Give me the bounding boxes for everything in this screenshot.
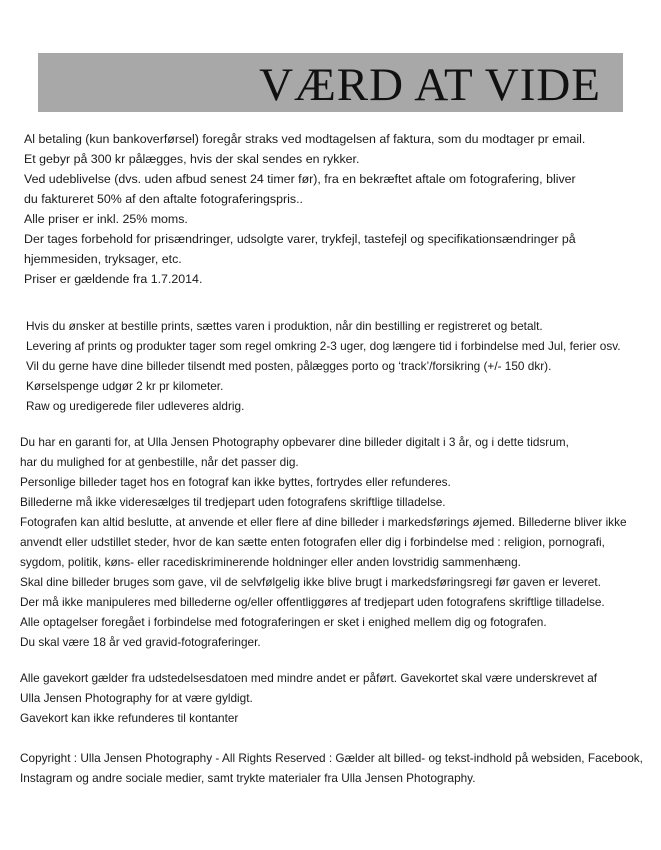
text-line: Alle optagelser foregået i forbindelse med fotograferingen er sket i enighed mellem dig og fotografen.	[20, 615, 547, 629]
text-line: Gavekort kan ikke refunderes til kontanter	[20, 711, 239, 725]
text-line: hjemmesiden, tryksager, etc.	[24, 252, 182, 266]
payment-section	[24, 129, 585, 289]
text-line: Priser er gældende fra 1.7.2014.	[24, 272, 203, 286]
text-line: Alle gavekort gælder fra udstedelsesdatoen med mindre andet er påført. Gavekortet skal være underskrevet af	[20, 671, 598, 685]
text-line: Ulla Jensen Photography for at være gyldigt.	[20, 691, 253, 705]
text-line: Du skal være 18 år ved gravid-fotograferinger.	[20, 635, 261, 649]
text-line: sygdom, politik, køns- eller racediskriminerende holdninger eller anden lovstridig sammenhæng.	[20, 555, 521, 569]
text-line: Fotografen kan altid beslutte, at anvende et eller flere af dine billeder i markedsførings øjemed. Billederne bliver ikke	[20, 515, 627, 529]
text-line: Kørselspenge udgør 2 kr pr kilometer.	[26, 379, 224, 393]
text-line: Levering af prints og produkter tager som regel omkring 2-3 uger, dog længere tid i forbindelse med Jul, ferier osv.	[26, 339, 621, 353]
text-line: Et gebyr på 300 kr pålægges, hvis der skal sendes en rykker.	[24, 152, 360, 166]
prints-section	[26, 316, 621, 416]
text-line: Al betaling (kun bankoverførsel) foregår straks ved modtagelsen af faktura, som du modtager pr email.	[24, 132, 586, 146]
title-banner	[38, 53, 623, 112]
text-line: Billederne må ikke videresælges til tredjepart uden fotografens skriftlige tilladelse.	[20, 495, 446, 509]
text-line: Hvis du ønsker at bestille prints, sættes varen i produktion, når din bestilling er registreret og betalt.	[26, 319, 543, 333]
giftcard-section	[20, 668, 597, 728]
text-line: Instagram og andre sociale medier, samt trykte materialer fra Ulla Jensen Photography.	[20, 771, 476, 785]
text-line: anvendt eller udstillet steder, hvor de kan sætte enten fotografen eller dig i forbindelse med : religion, pornografi,	[20, 535, 605, 549]
text-line: Copyright : Ulla Jensen Photography - All Rights Reserved : Gælder alt billed- og tekst-indhold på websiden, Facebook,	[20, 751, 643, 765]
text-line: Du har en garanti for, at Ulla Jensen Photography opbevarer dine billeder digitalt i 3 år, og i dette tidsrum,	[20, 435, 569, 449]
text-line: Vil du gerne have dine billeder tilsendt med posten, pålægges porto og ‘track’/forsikring (+/- 150 dkr).	[26, 359, 552, 373]
text-line: du faktureret 50% af den aftalte fotograferingspris..	[24, 192, 303, 206]
text-line: Skal dine billeder bruges som gave, vil de selvfølgelig ikke blive brugt i markedsføringsregi før gaven er leveret.	[20, 575, 601, 589]
text-line: har du mulighed for at genbestille, når det passer dig.	[20, 455, 299, 469]
text-line: Der tages forbehold for prisændringer, udsolgte varer, trykfejl, tastefejl og specifikationsændringer på	[24, 232, 576, 246]
text-line: Raw og uredigerede filer udleveres aldrig.	[26, 399, 245, 413]
copyright-section	[20, 748, 643, 788]
text-line: Ved udeblivelse (dvs. uden afbud senest 24 timer før), fra en bekræftet aftale om fotografering, bliver	[24, 172, 576, 186]
text-line: Alle priser er inkl. 25% moms.	[24, 212, 188, 226]
text-line: Der må ikke manipuleres med billederne og/eller offentliggøres af tredjepart uden fotografens skriftlige tilladelse.	[20, 595, 605, 609]
page-title: VÆRD AT VIDE	[259, 59, 601, 111]
rights-section	[20, 432, 627, 652]
text-line: Personlige billeder taget hos en fotograf kan ikke byttes, fortrydes eller refunderes.	[20, 475, 451, 489]
